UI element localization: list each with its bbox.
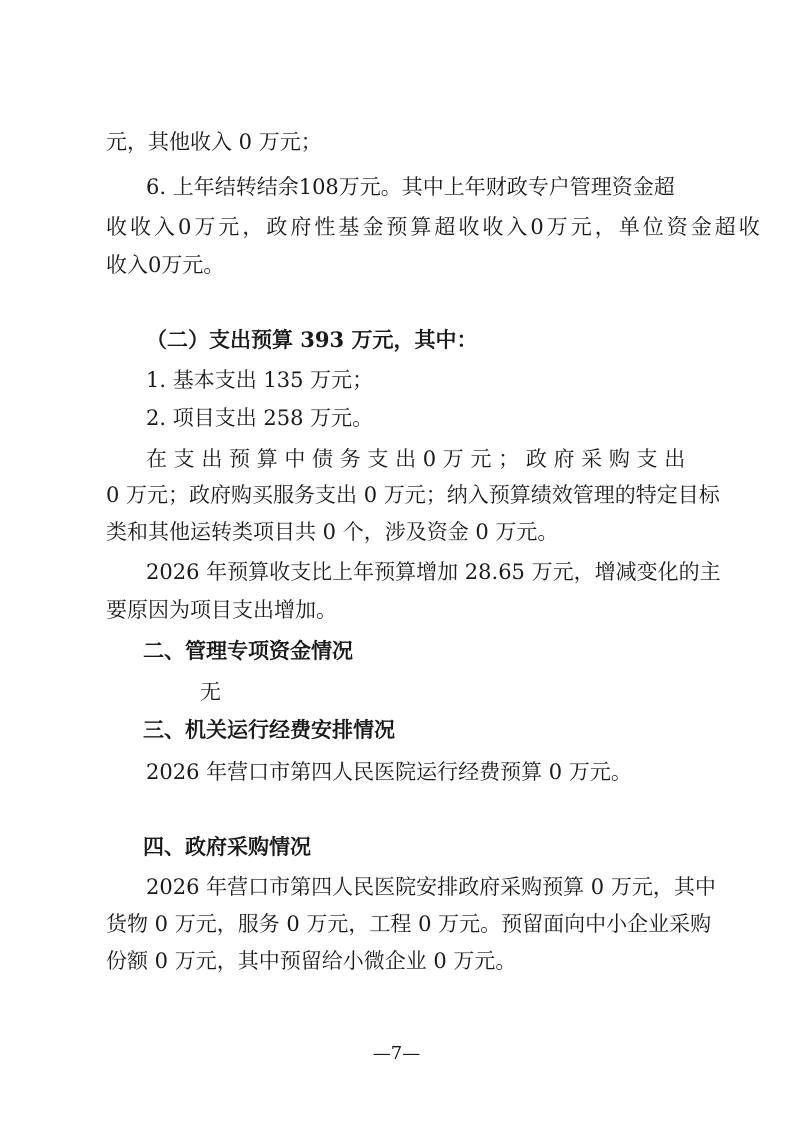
- paragraph-line: 货物 0 万元，服务 0 万元，工程 0 万元。预留面向中小企业采购: [106, 912, 712, 936]
- paragraph-line: 无: [200, 680, 221, 704]
- section-heading: 四、政府采购情况: [143, 835, 311, 859]
- paragraph-line: 2026 年预算收支比上年预算增加 28.65 万元，增减变化的主: [146, 560, 721, 584]
- section-subheading: （二）支出预算 393 万元，其中：: [146, 327, 478, 352]
- paragraph-line: 要原因为项目支出增加。: [106, 598, 337, 622]
- paragraph-line: 份额 0 万元，其中预留给小微企业 0 万元。: [106, 949, 517, 973]
- section-heading: 三、机关运行经费安排情况: [143, 718, 395, 742]
- paragraph-line: 元，其他收入 0 万元；: [106, 130, 322, 154]
- section-heading: 二、管理专项资金情况: [143, 639, 353, 663]
- paragraph-line: 1. 基本支出 135 万元；: [146, 368, 374, 392]
- paragraph-line: 类和其他运转类项目共 0 个，涉及资金 0 万元。: [106, 520, 559, 544]
- paragraph-line: 在 支 出 预 算 中 债 务 支 出 0 万 元 ； 政 府 采 购 支 出: [146, 447, 686, 471]
- paragraph-line: 收收入0万元，政府性基金预算超收收入0万元，单位资金超收: [106, 215, 763, 239]
- paragraph-line: 2026 年营口市第四人民医院运行经费预算 0 万元。: [146, 760, 632, 784]
- page-number: —7—: [372, 1043, 421, 1064]
- paragraph-line: 2. 项目支出 258 万元。: [146, 406, 374, 430]
- paragraph-line: 6. 上年结转结余108万元。其中上年财政专户管理资金超: [146, 175, 675, 199]
- paragraph-line: 收入0万元。: [106, 253, 225, 277]
- paragraph-line: 2026 年营口市第四人民医院安排政府采购预算 0 万元，其中: [146, 875, 716, 899]
- paragraph-line: 0 万元；政府购买服务支出 0 万元；纳入预算绩效管理的特定目标: [106, 483, 720, 507]
